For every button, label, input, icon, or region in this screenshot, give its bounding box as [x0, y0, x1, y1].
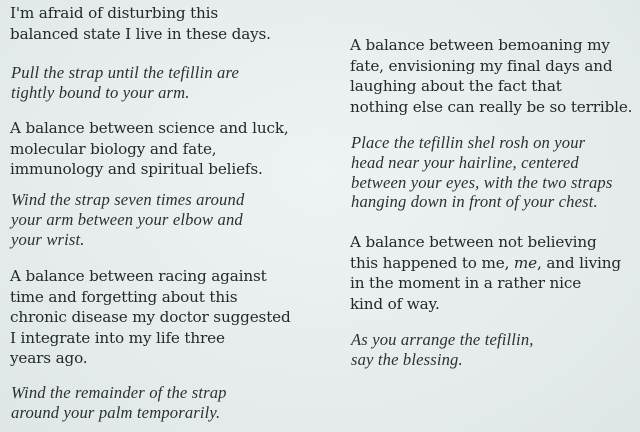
paragraph-science-luck: A balance between science and luck, molecular biology and fate, immunology and spiritual beliefs. [10, 119, 289, 178]
not-believing-text-start: A balance between not believing this happened to me, [350, 233, 597, 272]
paragraph-bemoaning-fate: A balance between bemoaning my fate, envisioning my final days and laughing about the fact that nothing else can really be so terrible. [350, 36, 633, 116]
paragraph-not-believing [350, 232, 635, 314]
instruction-place-shel-rosh: Place the tefillin shel rosh on your head near your hairline, centered between your eyes, with the two straps hanging down in front of your chest. [351, 133, 613, 212]
instruction-wind-seven-times: Wind the strap seven times around your arm between your elbow and your wrist. [11, 190, 245, 249]
emphasized-me: me [513, 253, 538, 272]
instruction-wind-remainder: Wind the remainder of the strap around your palm temporarily. [11, 383, 227, 422]
instruction-pull-strap: Pull the strap until the tefillin are tightly bound to your arm. [11, 63, 240, 102]
paragraph-racing-time: A balance between racing against time and forgetting about this chronic disease my doctor suggested I integrate into my life three years ago. [10, 267, 291, 367]
paragraph-disturbing-balance: I'm afraid of disturbing this balanced state I live in these days. [10, 4, 271, 43]
instruction-say-blessing: As you arrange the tefillin, say the blessing. [351, 330, 534, 369]
not-believing-text-end: , and living in the moment in a rather nice kind of way. [350, 253, 621, 313]
